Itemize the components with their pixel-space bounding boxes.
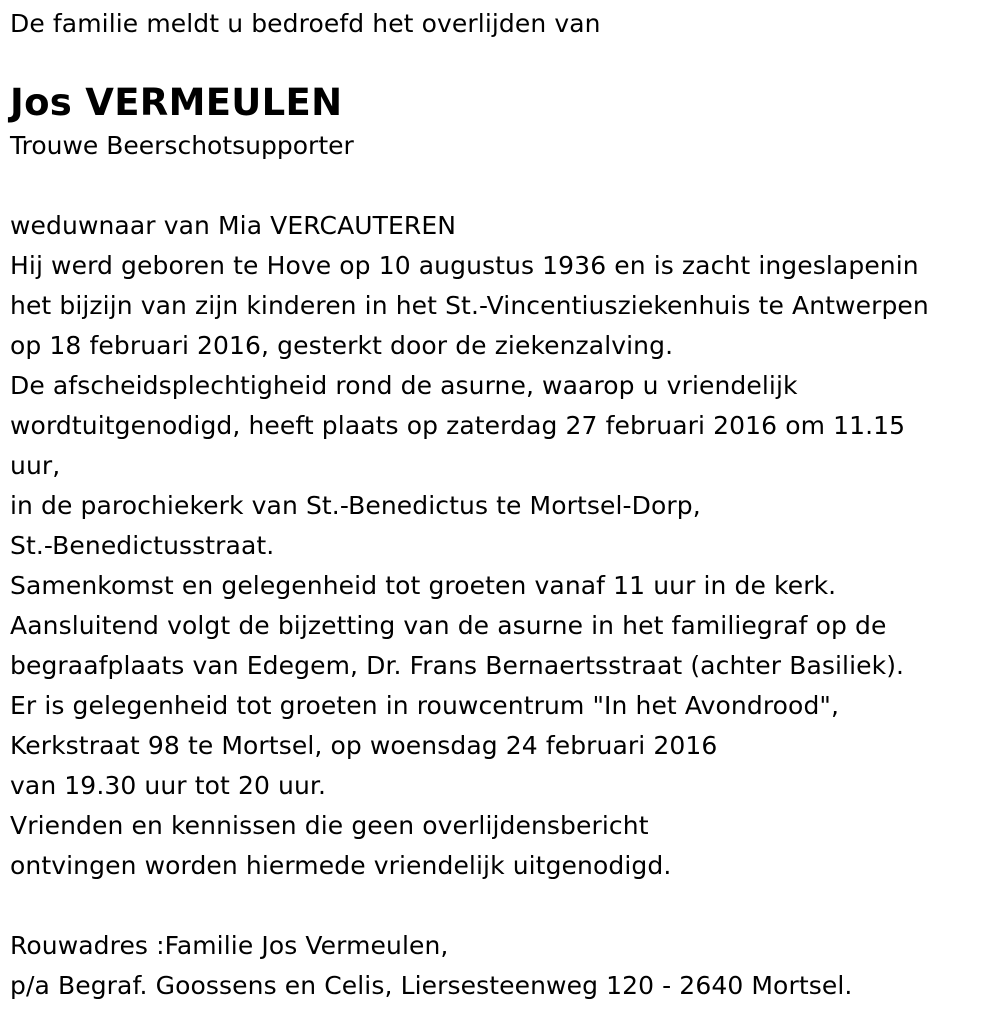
address-block — [10, 926, 995, 1006]
body-line: begraafplaats van Edegem, Dr. Frans Bernaertsstraat (achter Basiliek). — [10, 651, 905, 680]
body-line: ontvingen worden hiermede vriendelijk uitgenodigd. — [10, 851, 672, 880]
body-line: St.-Benedictusstraat. — [10, 531, 275, 560]
body-line: weduwnaar van Mia VERCAUTEREN — [10, 211, 457, 240]
body-line: Vrienden en kennissen die geen overlijdensbericht — [10, 811, 649, 840]
spacer — [10, 886, 995, 926]
body-line: op 18 februari 2016, gesterkt door de ziekenzalving. — [10, 331, 674, 360]
body-line: Aansluitend volgt de bijzetting van de asurne in het familiegraf op de — [10, 611, 887, 640]
spacer — [10, 166, 995, 206]
body-line: Er is gelegenheid tot groeten in rouwcentrum "In het Avondrood", — [10, 691, 840, 720]
body-text — [10, 206, 995, 886]
obituary-notice — [10, 4, 995, 1006]
body-line: Samenkomst en gelegenheid tot groeten vanaf 11 uur in de kerk. — [10, 571, 837, 600]
body-line: van 19.30 uur tot 20 uur. — [10, 771, 327, 800]
body-line: uur, — [10, 451, 61, 480]
body-line: Hij werd geboren te Hove op 10 augustus 1936 en is zacht ingeslapenin — [10, 251, 919, 280]
body-line: wordtuitgenodigd, heeft plaats op zaterdag 27 februari 2016 om 11.15 — [10, 411, 906, 440]
intro-line: De familie meldt u bedroefd het overlijden van — [10, 9, 601, 38]
address-line: p/a Begraf. Goossens en Celis, Liersesteenweg 120 - 2640 Mortsel. — [10, 971, 853, 1000]
body-line: Kerkstraat 98 te Mortsel, op woensdag 24 februari 2016 — [10, 731, 718, 760]
address-line: Rouwadres :Familie Jos Vermeulen, — [10, 931, 449, 960]
body-line: De afscheidsplechtigheid rond de asurne, waarop u vriendelijk — [10, 371, 798, 400]
body-line: het bijzijn van zijn kinderen in het St.-Vincentiusziekenhuis te Antwerpen — [10, 291, 929, 320]
deceased-subtitle: Trouwe Beerschotsupporter — [10, 131, 354, 160]
body-line: in de parochiekerk van St.-Benedictus te Mortsel-Dorp, — [10, 491, 701, 520]
deceased-name: Jos VERMEULEN — [10, 81, 343, 124]
